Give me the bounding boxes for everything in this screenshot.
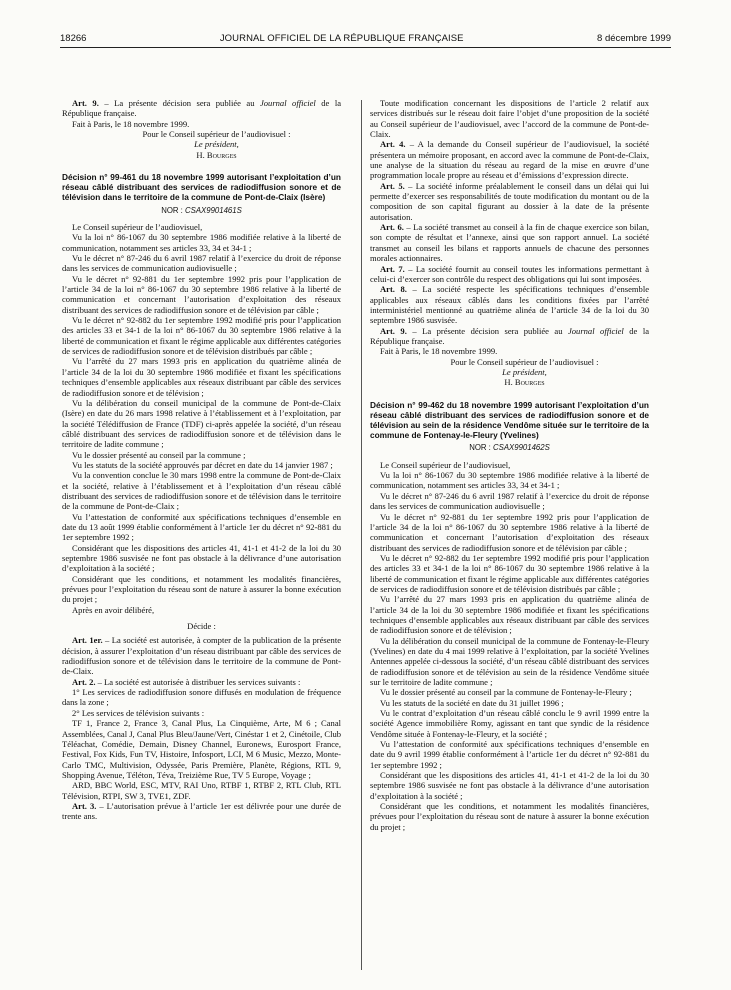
considerants-list [62,222,341,615]
article-2-paragraph: Art. 2. – La société est autorisée à distribuer les services suivants : [72,676,301,687]
visa-paragraph: Considérant que les conditions, et notamment les modalités financières, prévues pour l’exploitation du réseau sont de nature à assurer la bonne exécution du projet ; [370,801,649,832]
visa-paragraph: Considérant que les conditions, et notamment les modalités financières, prévues pour l’exploitation du réseau sont de nature à assurer la bonne exécution du projet ; [62,573,341,605]
visa-paragraph: Après en avoir délibéré, [72,604,155,615]
visa-paragraph: Vu le décret n° 92-882 du 1er septembre 1992 modifié pris pour l’application des articles 33 et 34-1 de la loi n° 86-1067 du 30 septembre 1986 relative à la liberté de communication et fixant le régime applicable aux différentes catégories de services de radiodiffusion sonore et de télévision distribués par câble ; [370,552,649,594]
considerants-list [370,460,649,832]
column-divider [361,100,362,970]
visa-paragraph: Vu l’arrêté du 27 mars 1993 pris en application du quatrième alinéa de l’article 34 de la loi du 30 septembre 1986 modifiée et fixant les spécifications techniques d’ensemble applicables aux réseaux distribuant par câble des services de radiodiffusion sonore et de télévision ; [62,356,341,398]
issue-date: 8 décembre 1999 [597,33,671,44]
fait-a-paris: Fait à Paris, le 18 novembre 1999. [72,118,190,129]
visa-paragraph: Vu la délibération du conseil municipal de la commune de Fontenay-le-Fleury (Yvelines) en date du 4 mai 1999 relative à l’exploitation, par la société Yvelines Antennes appelée ci-dessous la société, d’un réseau câblé distribuant des services de radiodiffusion sonore et de télévision au sein de la résidence Vendôme située sur le territoire de ladite commune ; [370,635,649,687]
article-3-paragraph: Art. 3. – L’autorisation prévue à l’article 1er est délivrée pour une durée de trente ans. [62,800,341,822]
visa-paragraph: Vu le contrat d’exploitation d’un réseau câblé conclu le 9 avril 1999 entre la société Agence immobilière Romy, agissant en tant que syndic de la résidence Vendôme située à Fontenay-le-Fleury, et la société ; [370,708,649,739]
article-paragraph: Art. 7. – La société fournit au conseil toutes les informations permettant à celui-ci d’exercer son contrôle du respect des obligations qui lui sont imposées. [370,263,649,284]
article-paragraph: Art. 4. – A la demande du Conseil supérieur de l’audiovisuel, la société présentera un mémoire proposant, en accord avec la commune de Pont-de-Claix, une analyse de la situation du réseau au regard de la mise en œuvre d’une programmation locale propre au réseau et d’émissions d’expression directe. [370,139,650,181]
visa-paragraph: Vu l’attestation de conformité aux spécifications techniques d’ensemble en date du 9 avril 1999 établie conformément à l’article 1er du décret n° 92-881 du 1er septembre 1992 ; [370,739,649,770]
articles-list [370,139,649,325]
visa-paragraph: Vu le dossier présenté au conseil par la commune ; [72,449,246,460]
visa-paragraph: Vu l’arrêté du 27 mars 1993 pris en application du quatrième alinéa de l’article 34 de la loi du 30 septembre 1986 modifiée et fixant les spécifications techniques d’ensemble applicables aux réseaux distribuant par câble des services de radiodiffusion sonore et de télévision ; [370,594,649,636]
visa-paragraph: Vu le décret n° 87-246 du 6 avril 1987 relatif à l’exercice du droit de réponse dans les services de communication audiovisuelle ; [370,490,649,512]
article-paragraph: Art. 8. – La société respecte les spécifications techniques d’ensemble applicables aux réseaux câblés dans les conditions fixées par l’arrêté interministériel mentionné au quatrième alinéa de l’article 34 de la loi du 30 septembre 1986 susvisée. [370,284,649,326]
article-1-paragraph: Art. 1er. – La société est autorisée, à compter de la publication de la présente décision, à assurer l’exploitation d’un réseau distribuant par câble des services de radiodiffusion sonore et de télévision dans le territoire de la commune de Pont-de-Claix. [62,635,341,677]
article-9-paragraph: Art. 9. – La présente décision sera publiée au Journal officiel de la République française. [62,98,342,119]
nor-reference: NOR : CSAX9901462S [469,443,550,453]
visa-paragraph: Vu la délibération du conseil municipal de la commune de Pont-de-Claix (Isère) en date du 26 mars 1998 relative à l’établissement et à l’exploitation, par la société Télédiffusion de France (TDF) ci-après appelée la société, d’un réseau câblé distribuant des services de radiodiffusion sonore et de télévision dans le territoire de ladite commune ; [62,397,341,450]
fait-a-paris: Fait à Paris, le 18 novembre 1999. [380,346,498,357]
visa-paragraph: Vu les statuts de la société approuvés par décret en date du 14 janvier 1987 ; [72,459,333,470]
signature-name: H. Bourges [504,377,545,388]
decide-heading: Décide : [187,621,216,632]
article-label: Art. 9. [72,98,99,108]
nor-reference: NOR : CSAX9901461S [161,205,242,215]
visa-paragraph: Vu la loi n° 86-1067 du 30 septembre 1986 modifiée relative à la liberté de communication, notamment ses articles 33, 34 et 34-1 ; [62,232,341,253]
article-paragraph: Art. 5. – La société informe préalablement le conseil dans un délai qui lui permette d’exercer ses responsabilités de toute modification du montant ou de la composition de son capital figurant au dossier à la date de la présente autorisation. [370,180,649,222]
signature-role: Le président, [194,139,239,150]
visa-paragraph: Vu les statuts de la société en date du 31 juillet 1996 ; [380,697,564,708]
decision-title: Décision n° 99-461 du 18 novembre 1999 autorisant l’exploitation d’un réseau câblé distribuant des services de radiodiffusion sonore et de télévision dans le territoire de la commune de Pont-de-Claix (Isère) [62,172,341,203]
visa-paragraph: Vu la loi n° 86-1067 du 30 septembre 1986 modifiée relative à la liberté de communication, notamment ses articles 33, 34 et 34-1 ; [370,470,649,491]
visa-paragraph: Vu le décret n° 92-881 du 1er septembre 1992 pris pour l’application de l’article 34 de la loi n° 86-1067 du 30 septembre 1986 relative à la liberté de communication et concernant l’autorisation d’exploitation des réseaux distribuant des services de radiodiffusion sonore et de télévision par câble ; [370,511,649,553]
visa-paragraph: Vu le décret n° 92-882 du 1er septembre 1992 modifié pris pour l’application des articles 33 et 34-1 de la loi n° 86-1067 du 30 septembre 1986 relative à la liberté de communication et fixant le régime applicable aux différentes catégories de services de radiodiffusion sonore et de télévision distribués par câble ; [62,315,341,357]
visa-paragraph: Considérant que les dispositions des articles 41, 41-1 et 41-2 de la loi du 30 septembre 1986 susvisée ne font pas obstacle à la délivrance d’une autorisation d’exploitation à la société ; [62,542,341,574]
visa-paragraph: Vu la convention conclue le 30 mars 1998 entre la commune de Pont-de-Claix et la société, relative à l’établissement et à l’exploitation d’un réseau câblé distribuant des services de radiodiffusion sonore et de télévision dans le territoire de la commune de Pont-de-Claix ; [62,470,341,512]
visa-paragraph: Vu le décret n° 87-246 du 6 avril 1987 relatif à l’exercice du droit de réponse dans les services de communication audiovisuelle ; [62,253,341,274]
page-number: 18266 [60,33,87,44]
decision-title: Décision n° 99-462 du 18 novembre 1999 autorisant l’exploitation d’un réseau câblé distribuant des services de radiodiffusion sonore et de télévision au sein de la résidence Vendôme située sur le territoire de la commune de Fontenay-le-Fleury (Yvelines) [370,399,649,441]
visa-paragraph: Le Conseil supérieur de l’audiovisuel, [380,459,511,470]
visa-paragraph: Considérant que les dispositions des articles 41, 41-1 et 41-2 de la loi du 30 septembre 1986 susvisée ne font pas obstacle à la délivrance d’une autorisation d’exploitation à la société ; [370,770,649,801]
visa-paragraph: Le Conseil supérieur de l’audiovisuel, [72,222,203,233]
article-9-paragraph: Art. 9. – La présente décision sera publiée au Journal officiel de la République française. [370,325,650,346]
visa-paragraph: Vu le décret n° 92-881 du 1er septembre 1992 pris pour l’application de l’article 34 de la loi n° 86-1067 du 30 septembre 1986 relative à la liberté de communication et concernant l’autorisation d’exploitation des réseaux distribuant des services de radiodiffusion sonore et de télévision par câble ; [62,273,341,315]
right-column [370,98,649,832]
signature-role: Le président, [502,366,547,377]
journal-title: JOURNAL OFFICIEL DE LA RÉPUBLIQUE FRANÇAISE [219,33,464,44]
signature-name: H. Bourges [196,149,237,160]
left-column [62,98,341,822]
tv-services-list: TF 1, France 2, France 3, Canal Plus, La Cinquième, Arte, M 6 ; Canal Assemblées, Canal J, Canal Plus Bleu/Jaune/Vert, Cinéstar 1 et 2, Cinétoile, Club Téléachat, Comédie, Demain, Disney Channel, Euronews, Eurosport France, Festival, Fox Kids, Fun TV, Histoire, Infosport, LCI, M 6 Music, Mezzo, Monte-Carlo TMC, Multivision, Odyssée, Paris Première, Planète, Régions, RTL 9, Shopping Avenue, Téléton, Téva, Treizième Rue, TV 5 Europe, Voyage ; [62,718,341,780]
signature-pour: Pour le Conseil supérieur de l’audiovisuel : [450,356,599,367]
visa-paragraph: Vu le dossier présenté au conseil par la commune de Fontenay-le-Fleury ; [380,687,632,698]
page-header [60,30,671,44]
visa-paragraph: Vu l’attestation de conformité aux spécifications techniques d’ensemble en date du 13 août 1999 établie conformément à l’article 1er du décret n° 92-881 du 1er septembre 1992 ; [62,511,341,543]
header-rule [60,47,671,48]
list-item: 2° Les services de télévision suivants : [72,707,205,718]
list-item: 1° Les services de radiodiffusion sonore diffusés en modulation de fréquence dans la zone ; [62,687,341,708]
article-paragraph: Art. 6. – La société transmet au conseil à la fin de chaque exercice son bilan, son compte de résultat et l’annexe, ainsi que son rapport annuel. La société transmet au conseil les bilans et rapports annuels de chacune des personnes morales actionnaires. [370,222,649,264]
continued-paragraph: Toute modification concernant les dispositions de l’article 2 relatif aux services distribués sur le réseau doit faire l’objet d’une proposition de la société au Conseil supérieur de l’audiovisuel, avec l’accord de la commune de Pont-de-Claix. [370,98,649,140]
foreign-services-list: ARD, BBC World, ESC, MTV, RAI Uno, RTBF 1, RTBF 2, RTL Club, RTL Télévision, RTPI, SW 3, TVE1, ZDF. [62,780,341,801]
signature-pour: Pour le Conseil supérieur de l’audiovisuel : [142,129,291,140]
